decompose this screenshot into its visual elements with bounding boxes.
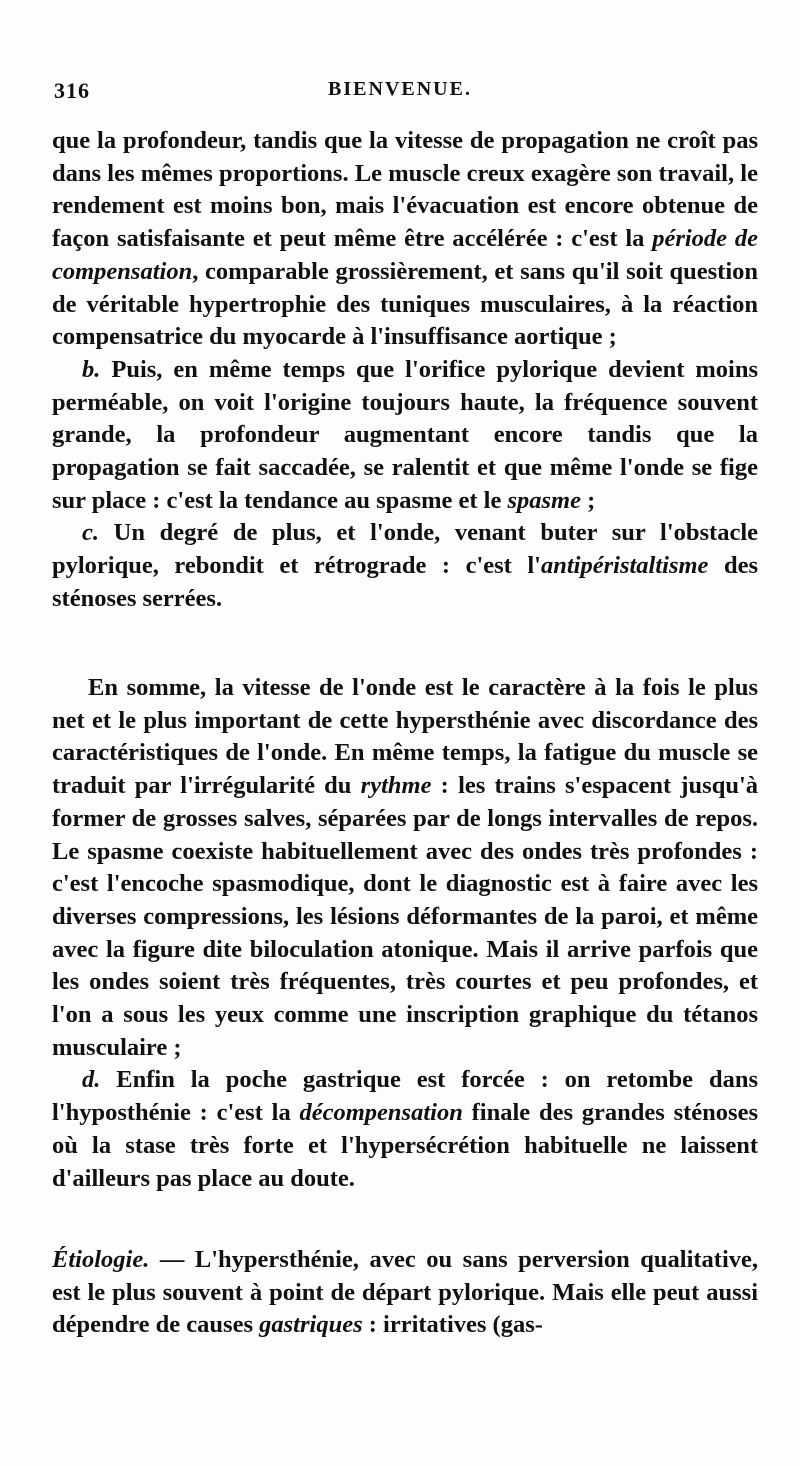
paragraph-item-c: c. Un degré de plus, et l'onde, venant buter sur l'obstacle pylorique, rebondit et rétrograde : c'est l'antipéristaltisme des sténoses serrées. xyxy=(52,519,758,612)
item-marker-b: b. xyxy=(82,355,101,383)
term-compensation: période de compensation xyxy=(52,225,759,285)
paragraph-item-d: d. Enfin la poche gastrique est forcée : on retombe dans l'hyposthénie : c'est la décompensation finale des grandes sténoses où la stase très forte et l'hypersécrétion habituelle ne laissent d'ailleurs pas place au doute. xyxy=(52,1066,758,1192)
item-marker-d: d. xyxy=(82,1066,101,1094)
paragraph-en-somme: En somme, la vitesse de l'onde est le caractère à la fois le plus net et le plus important de cette hypersthénie avec discordance des caractéristiques de l'onde. En même temps, la fatigue du muscle se traduit par l'irrégularité du rythme : les trains s'espacent jusqu'à former de grosses salves, séparées par de longs intervalles de repos. Le spasme coexiste habituellement avec des ondes très profondes : c'est l'encoche spasmodique, dont le diagnostic est à faire avec les diverses compressions, les lésions déformantes de la paroi, et même avec la figure dite biloculation atonique. Mais il arrive parfois que les ondes soient très fréquentes, très courtes et peu profondes, et l'on a sous les yeux comme une inscription graphique du tétanos musculaire ; xyxy=(52,674,759,1061)
text-block-compensation xyxy=(52,125,758,616)
term-gastriques: gastriques xyxy=(259,1311,363,1339)
running-title: BIENVENUE. xyxy=(328,78,472,100)
page-header xyxy=(50,78,750,108)
paragraph-compensation: que la profondeur, tandis que la vitesse de propagation ne croît pas dans les mêmes proportions. Le muscle creux exagère son travail, le rendement est moins bon, mais l'évacuation est encore obtenue de façon satisfaisante et peut même être accélérée : c'est la période de compensation, comparable grossièrement, et sans qu'il soit question de véritable hypertrophie des tuniques musculaires, à la réaction compensatrice du myocarde à l'insuffisance aortique ; xyxy=(52,127,759,351)
paragraph-item-b: b. Puis, en même temps que l'orifice pylorique devient moins perméable, on voit l'origine toujours haute, la fréquence souvent grande, la profondeur augmentant encore tandis que la propagation se fait saccadée, se ralentit et que même l'onde se fige sur place : c'est la tendance au spasme et le spasme ; xyxy=(52,355,758,514)
text-block-summary xyxy=(52,672,758,1195)
paragraph-etiologie: Étiologie. — L'hypersthénie, avec ou sans perversion qualitative, est le plus souvent à point de départ pylorique. Mais elle peut aussi dépendre de causes gastriques : irritatives (gas- xyxy=(52,1246,758,1339)
section-heading-etiologie: Étiologie. xyxy=(52,1246,150,1273)
text-block-etiologie xyxy=(52,1244,758,1342)
term-antiperistaltisme: antipéristaltisme xyxy=(540,552,709,580)
page-number: 316 xyxy=(54,78,90,103)
term-decompensation: décompensation xyxy=(299,1099,463,1127)
term-rythme: rythme xyxy=(360,772,432,800)
term-spasme: spasme xyxy=(507,486,581,514)
item-marker-c: c. xyxy=(82,519,99,547)
